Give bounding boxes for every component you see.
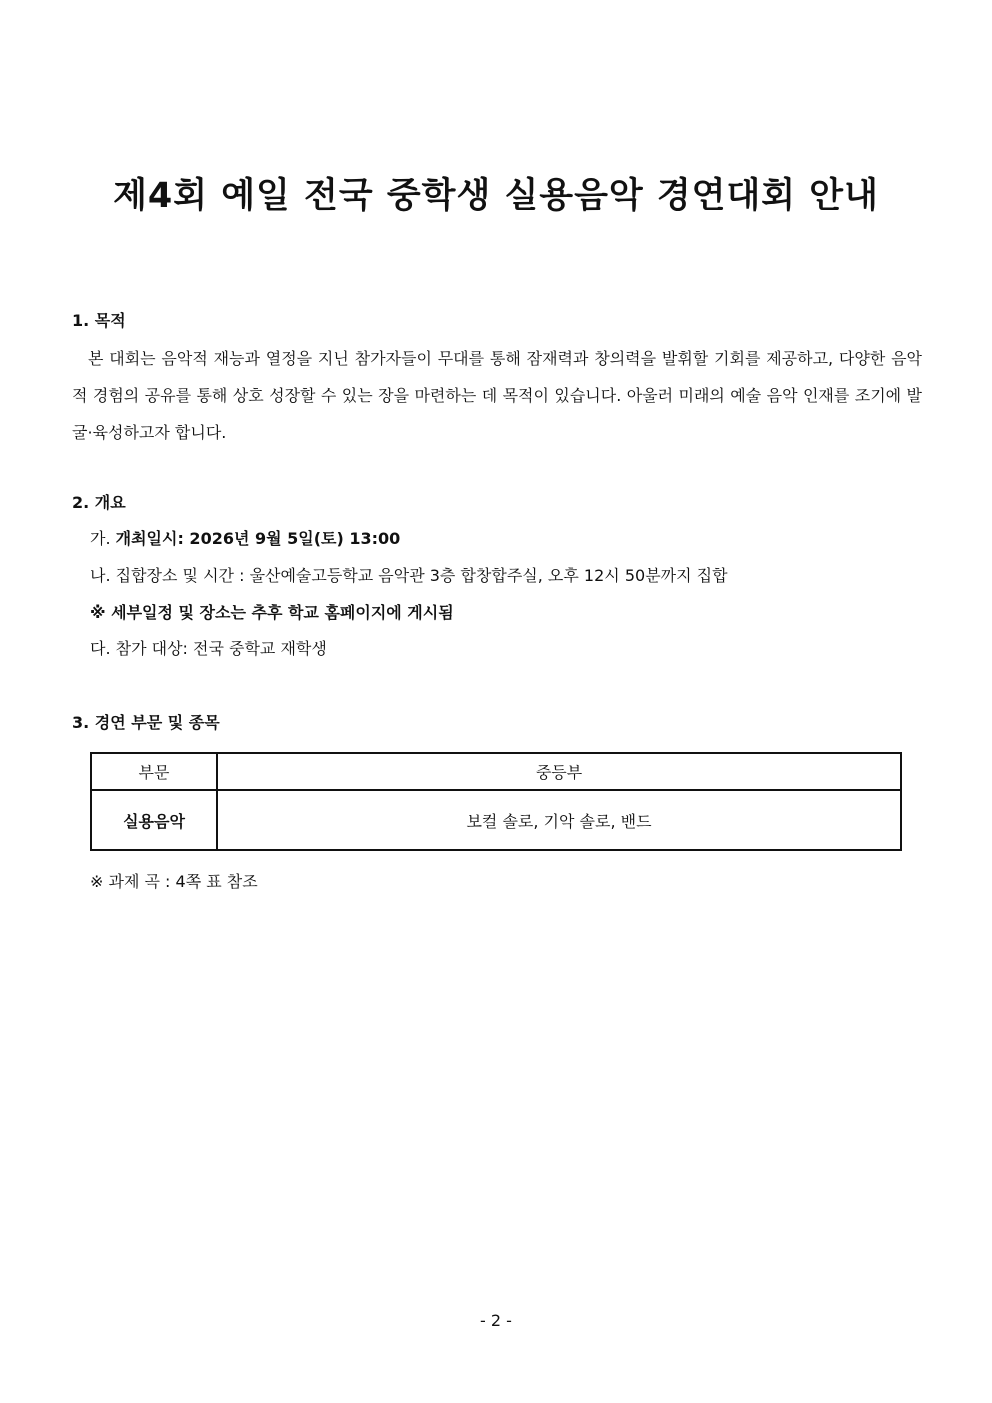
table-header-cell: 부문 <box>91 753 217 790</box>
overview-item-prefix: 나. <box>90 566 116 585</box>
overview-item-prefix: 가. <box>90 529 116 548</box>
table-row <box>91 790 901 850</box>
table-cell-category: 실용음악 <box>91 790 217 850</box>
categories-table <box>90 752 902 851</box>
section-heading-overview: 2. 개요 <box>72 493 126 512</box>
overview-item-location <box>90 565 728 587</box>
section-heading-categories: 3. 경연 부문 및 종목 <box>72 713 220 732</box>
page-title: 제4회 예일 전국 중학생 실용음악 경연대회 안내 <box>113 176 879 216</box>
overview-item-text: 집합장소 및 시간 : 울산예술고등학교 음악관 3층 합창합주실, 오후 12시 50분까지 집합 <box>115 566 728 585</box>
overview-item-text: 개최일시: 2026년 9월 5일(토) 13:00 <box>115 529 401 548</box>
overview-item-date <box>90 528 400 550</box>
purpose-text: 본 대회는 음악적 재능과 열정을 지닌 참가자들이 무대를 통해 잠재력과 창의력을 발휘할 기회를 제공하고, 다양한 음악적 경험의 공유를 통해 상호 성장할 수 있는 장을 마련하는 데 목적이 있습니다. 아울러 미래의 예술 음악 인재를 조기에 발굴·육성하고자 합니다. <box>72 349 922 442</box>
overview-item-text: 참가 대상: 전국 중학교 재학생 <box>115 639 327 658</box>
purpose-paragraph <box>72 340 922 451</box>
table-header-row <box>91 753 901 790</box>
categories-note: ※ 과제 곡 : 4쪽 표 참조 <box>90 872 258 891</box>
page-number: - 2 - <box>480 1311 512 1330</box>
overview-item-prefix: 다. <box>90 639 116 658</box>
table-header-cell: 중등부 <box>217 753 901 790</box>
overview-item-eligibility <box>90 638 327 660</box>
section-heading-purpose: 1. 목적 <box>72 311 126 330</box>
table-cell-events: 보컬 솔로, 기악 솔로, 밴드 <box>217 790 901 850</box>
overview-note-schedule: ※ 세부일정 및 장소는 추후 학교 홈페이지에 게시됨 <box>90 603 454 622</box>
